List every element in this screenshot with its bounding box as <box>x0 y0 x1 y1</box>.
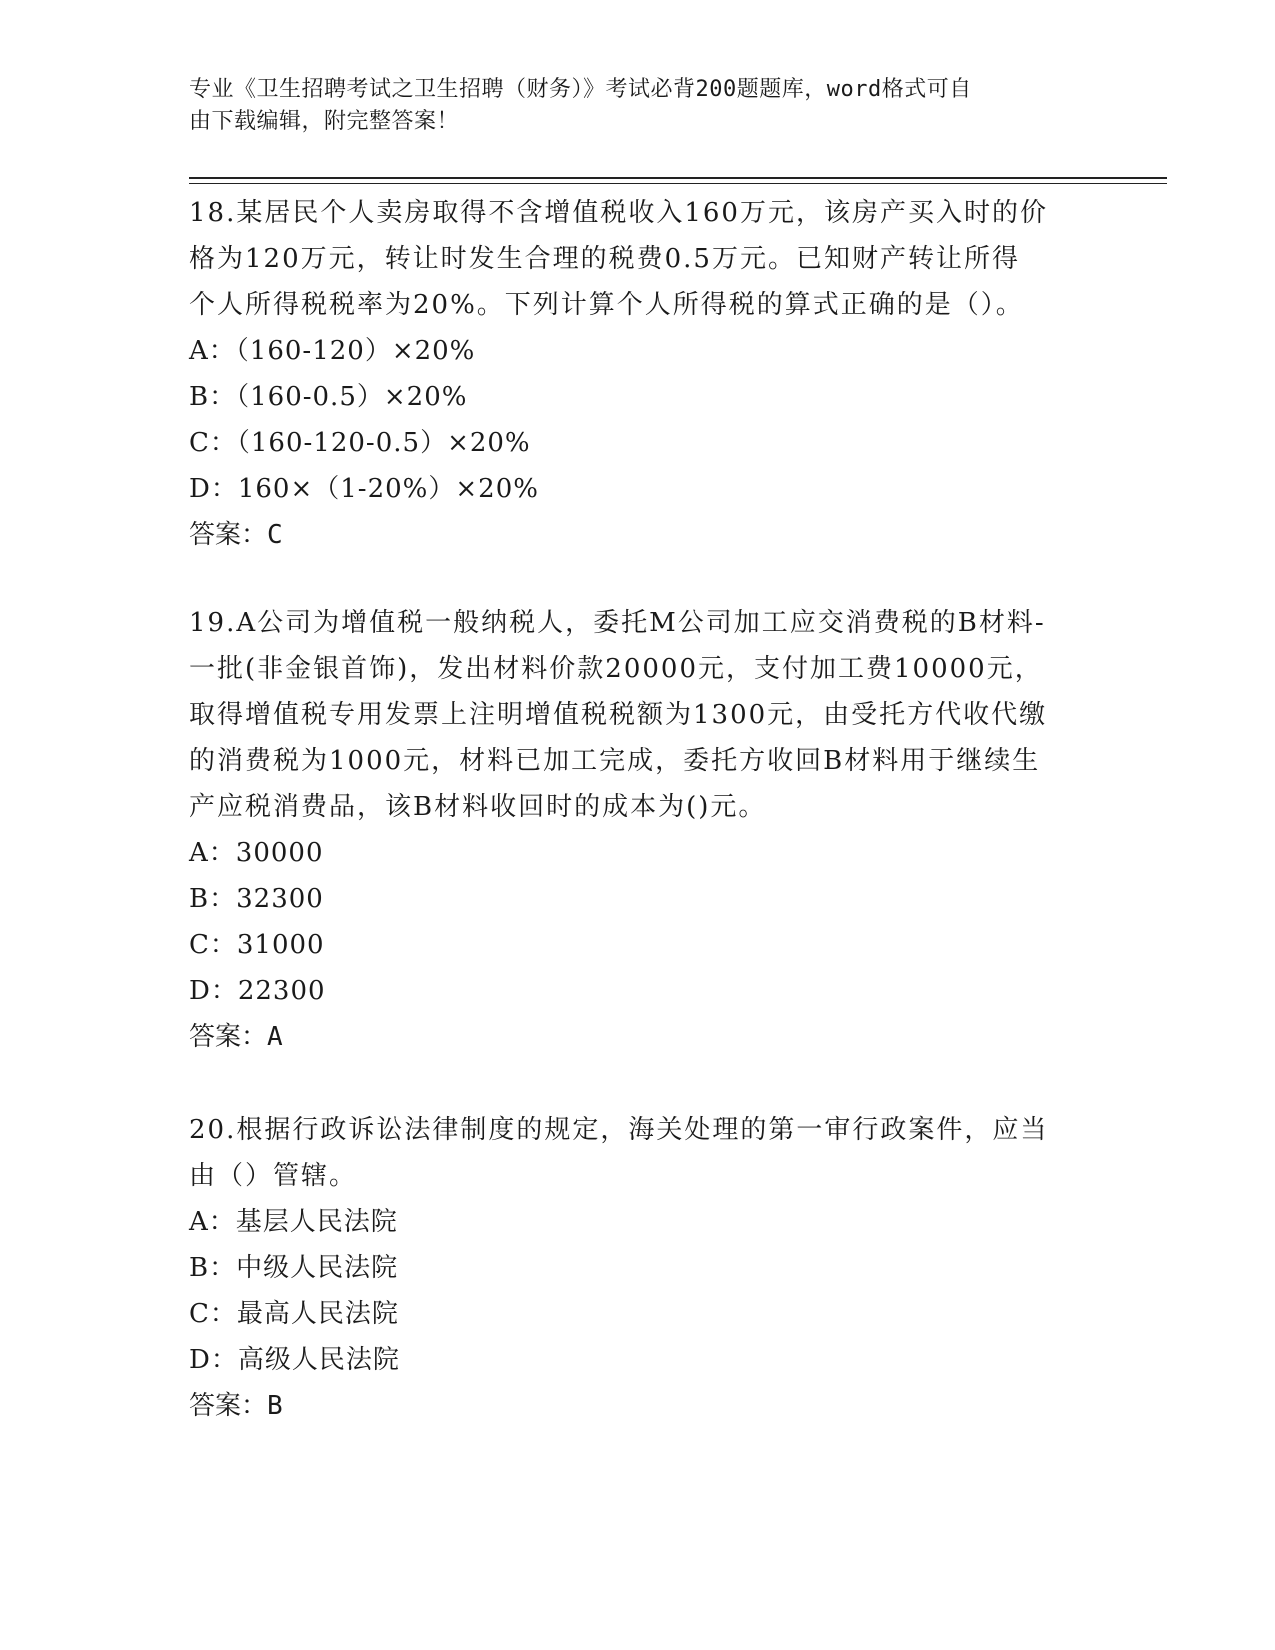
option-c: C：（160-120-0.5）×20% <box>189 428 531 458</box>
option-d: D：160×（1-20%）×20% <box>189 474 539 504</box>
question-text-line: 20.根据行政诉讼法律制度的规定，海关处理的第一审行政案件，应当 <box>189 1115 1049 1145</box>
option-b: B：中级人民法院 <box>189 1253 399 1283</box>
question-text-line: 格为120万元，转让时发生合理的税费0.5万元。已知财产转让所得 <box>189 244 1020 274</box>
option-d: D：22300 <box>189 976 326 1006</box>
option-c: C：31000 <box>189 930 325 960</box>
question-text-line: 的消费税为1000元，材料已加工完成，委托方收回B材料用于继续生 <box>189 746 1041 776</box>
question-text-line: 个人所得税税率为20%。下列计算个人所得税的算式正确的是（）。 <box>189 290 1024 320</box>
question-text-line: 18.某居民个人卖房取得不含增值税收入160万元，该房产买入时的价 <box>189 198 1048 228</box>
header-divider-thick <box>189 177 1167 179</box>
option-b: B：32300 <box>189 884 324 914</box>
answer: 答案：B <box>189 1391 283 1421</box>
question-text-line: 一批(非金银首饰)，发出材料价款20000元，支付加工费10000元， <box>189 654 1043 684</box>
answer: 答案：A <box>189 1022 283 1052</box>
question-text-line: 产应税消费品，该B材料收回时的成本为()元。 <box>189 792 767 822</box>
header-line-2: 由下载编辑，附完整答案！ <box>189 109 460 134</box>
option-d: D：高级人民法院 <box>189 1345 400 1375</box>
document-header <box>189 74 1089 138</box>
header-line-1: 专业《卫生招聘考试之卫生招聘（财务）》考试必背200题题库，word格式可自 <box>189 77 972 102</box>
question-20 <box>189 1107 1089 1429</box>
option-a: A：30000 <box>189 838 324 868</box>
answer: 答案：C <box>189 520 283 550</box>
option-c: C：最高人民法院 <box>189 1299 399 1329</box>
question-text-line: 由（）管辖。 <box>189 1161 358 1191</box>
option-a: A：基层人民法院 <box>189 1207 398 1237</box>
option-a: A：（160-120）×20% <box>189 336 476 366</box>
option-b: B：（160-0.5）×20% <box>189 382 468 412</box>
header-divider-thin <box>189 183 1167 184</box>
question-19 <box>189 600 1089 1060</box>
question-text-line: 19.A公司为增值税一般纳税人，委托M公司加工应交消费税的B材料- <box>189 608 1046 638</box>
question-18 <box>189 190 1089 558</box>
question-text-line: 取得增值税专用发票上注明增值税税额为1300元，由受托方代收代缴 <box>189 700 1048 730</box>
